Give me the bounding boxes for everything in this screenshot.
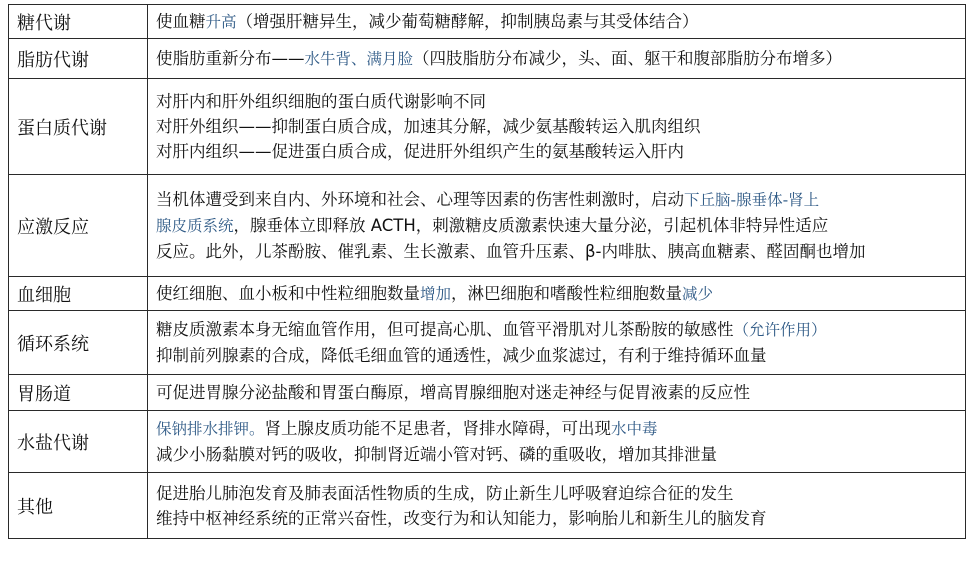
description-line — [156, 187, 959, 213]
highlighted-text: 水牛背、满月脸 — [304, 49, 414, 68]
table-row — [9, 277, 966, 311]
description-cell — [148, 277, 966, 311]
category-cell: 水盐代谢 — [9, 411, 148, 473]
description-line — [156, 317, 959, 343]
table-row — [9, 39, 966, 79]
description-line — [156, 442, 959, 467]
description-cell — [148, 375, 966, 411]
glucocorticoid-effects-table — [8, 4, 966, 539]
description-text: 促进胎儿肺泡发育及肺表面活性物质的生成，防止新生儿呼吸窘迫综合征的发生 — [156, 483, 734, 503]
description-text: （四肢脂肪分布减少，头、面、躯干和腹部脂肪分布增多） — [413, 48, 843, 68]
description-line — [156, 343, 959, 368]
description-text: 减少小肠黏膜对钙的吸收，抑制肾近端小管对钙、磷的重吸收，增加其排泄量 — [156, 445, 717, 464]
description-text: 使脂肪重新分布—— — [156, 48, 305, 68]
highlighted-text: （允许作用） — [733, 321, 827, 339]
description-text: 对肝内和肝外组织细胞的蛋白质代谢影响不同 — [156, 92, 486, 111]
description-text: 肾上腺皮质功能不足患者，肾排水障碍，可出现 — [264, 419, 612, 438]
description-text: 糖皮质激素本身无缩血管作用，但可提高心肌、血管平滑肌对儿茶酚胺的敏感性 — [156, 320, 734, 339]
description-line — [156, 114, 959, 139]
description-cell — [148, 411, 966, 473]
table-row — [9, 175, 966, 277]
table-row — [9, 375, 966, 411]
description-line — [156, 46, 959, 72]
description-cell — [148, 79, 966, 175]
description-text: 对肝内组织——促进蛋白质合成，促进肝外组织产生的氨基酸转运入肝内 — [156, 142, 684, 161]
description-line — [156, 213, 959, 239]
description-text: 对肝外组织——抑制蛋白质合成，加速其分解，减少氨基酸转运入肌肉组织 — [156, 117, 701, 136]
description-text: 维持中枢神经系统的正常兴奋性，改变行为和认知能力，影响胎儿和新生儿的脑发育 — [156, 508, 767, 528]
description-text: ，淋巴细胞和嗜酸性粒细胞数量 — [451, 283, 683, 303]
highlighted-text: 保钠排水排钾。 — [156, 420, 265, 438]
table-row — [9, 473, 966, 539]
description-line — [156, 89, 959, 114]
category-cell: 蛋白质代谢 — [9, 79, 148, 175]
category-cell: 循环系统 — [9, 311, 148, 375]
description-line — [156, 239, 959, 264]
description-line — [156, 481, 959, 506]
highlighted-text: 下丘脑-腺垂体-肾上 — [684, 191, 820, 209]
highlighted-text: 水中毒 — [611, 420, 658, 438]
category-cell: 血细胞 — [9, 277, 148, 311]
table-row — [9, 5, 966, 39]
category-cell: 其他 — [9, 473, 148, 539]
category-cell: 脂肪代谢 — [9, 39, 148, 79]
highlighted-text: 腺皮质系统 — [156, 217, 234, 235]
category-cell: 胃肠道 — [9, 375, 148, 411]
description-text: ，腺垂体立即释放 ACTH，刺激糖皮质激素快速大量分泌，引起机体非特异性适应 — [233, 216, 829, 235]
description-text: 抑制前列腺素的合成，降低毛细血管的通透性，减少血浆滤过，有利于维持循环血量 — [156, 346, 767, 365]
description-line — [156, 506, 959, 531]
table-row — [9, 411, 966, 473]
description-cell — [148, 39, 966, 79]
description-text: 反应。此外，儿茶酚胺、催乳素、生长激素、血管升压素、β-内啡肽、胰高血糖素、醛固酮也增加 — [156, 242, 866, 261]
description-text: （增强肝糖异生，减少葡萄糖酵解，抑制胰岛素与其受体结合） — [236, 11, 699, 31]
description-line — [156, 139, 959, 164]
table-row — [9, 79, 966, 175]
description-text: 使血糖 — [156, 11, 206, 31]
category-cell: 应激反应 — [9, 175, 148, 277]
highlighted-text: 增加 — [420, 284, 452, 303]
description-line — [156, 380, 959, 405]
description-cell — [148, 311, 966, 375]
description-cell — [148, 473, 966, 539]
description-cell — [148, 5, 966, 39]
description-line — [156, 9, 959, 35]
table-body — [9, 5, 966, 539]
description-text: 可促进胃腺分泌盐酸和胃蛋白酶原，增高胃腺细胞对迷走神经与促胃液素的反应性 — [156, 383, 750, 402]
description-cell — [148, 175, 966, 277]
category-cell: 糖代谢 — [9, 5, 148, 39]
highlighted-text: 升高 — [205, 12, 237, 31]
highlighted-text: 减少 — [682, 284, 714, 303]
description-text: 使红细胞、血小板和中性粒细胞数量 — [156, 283, 420, 303]
description-text: 当机体遭受到来自内、外环境和社会、心理等因素的伤害性刺激时，启动 — [156, 190, 684, 209]
description-line — [156, 281, 959, 307]
description-line — [156, 416, 959, 442]
table-row — [9, 311, 966, 375]
